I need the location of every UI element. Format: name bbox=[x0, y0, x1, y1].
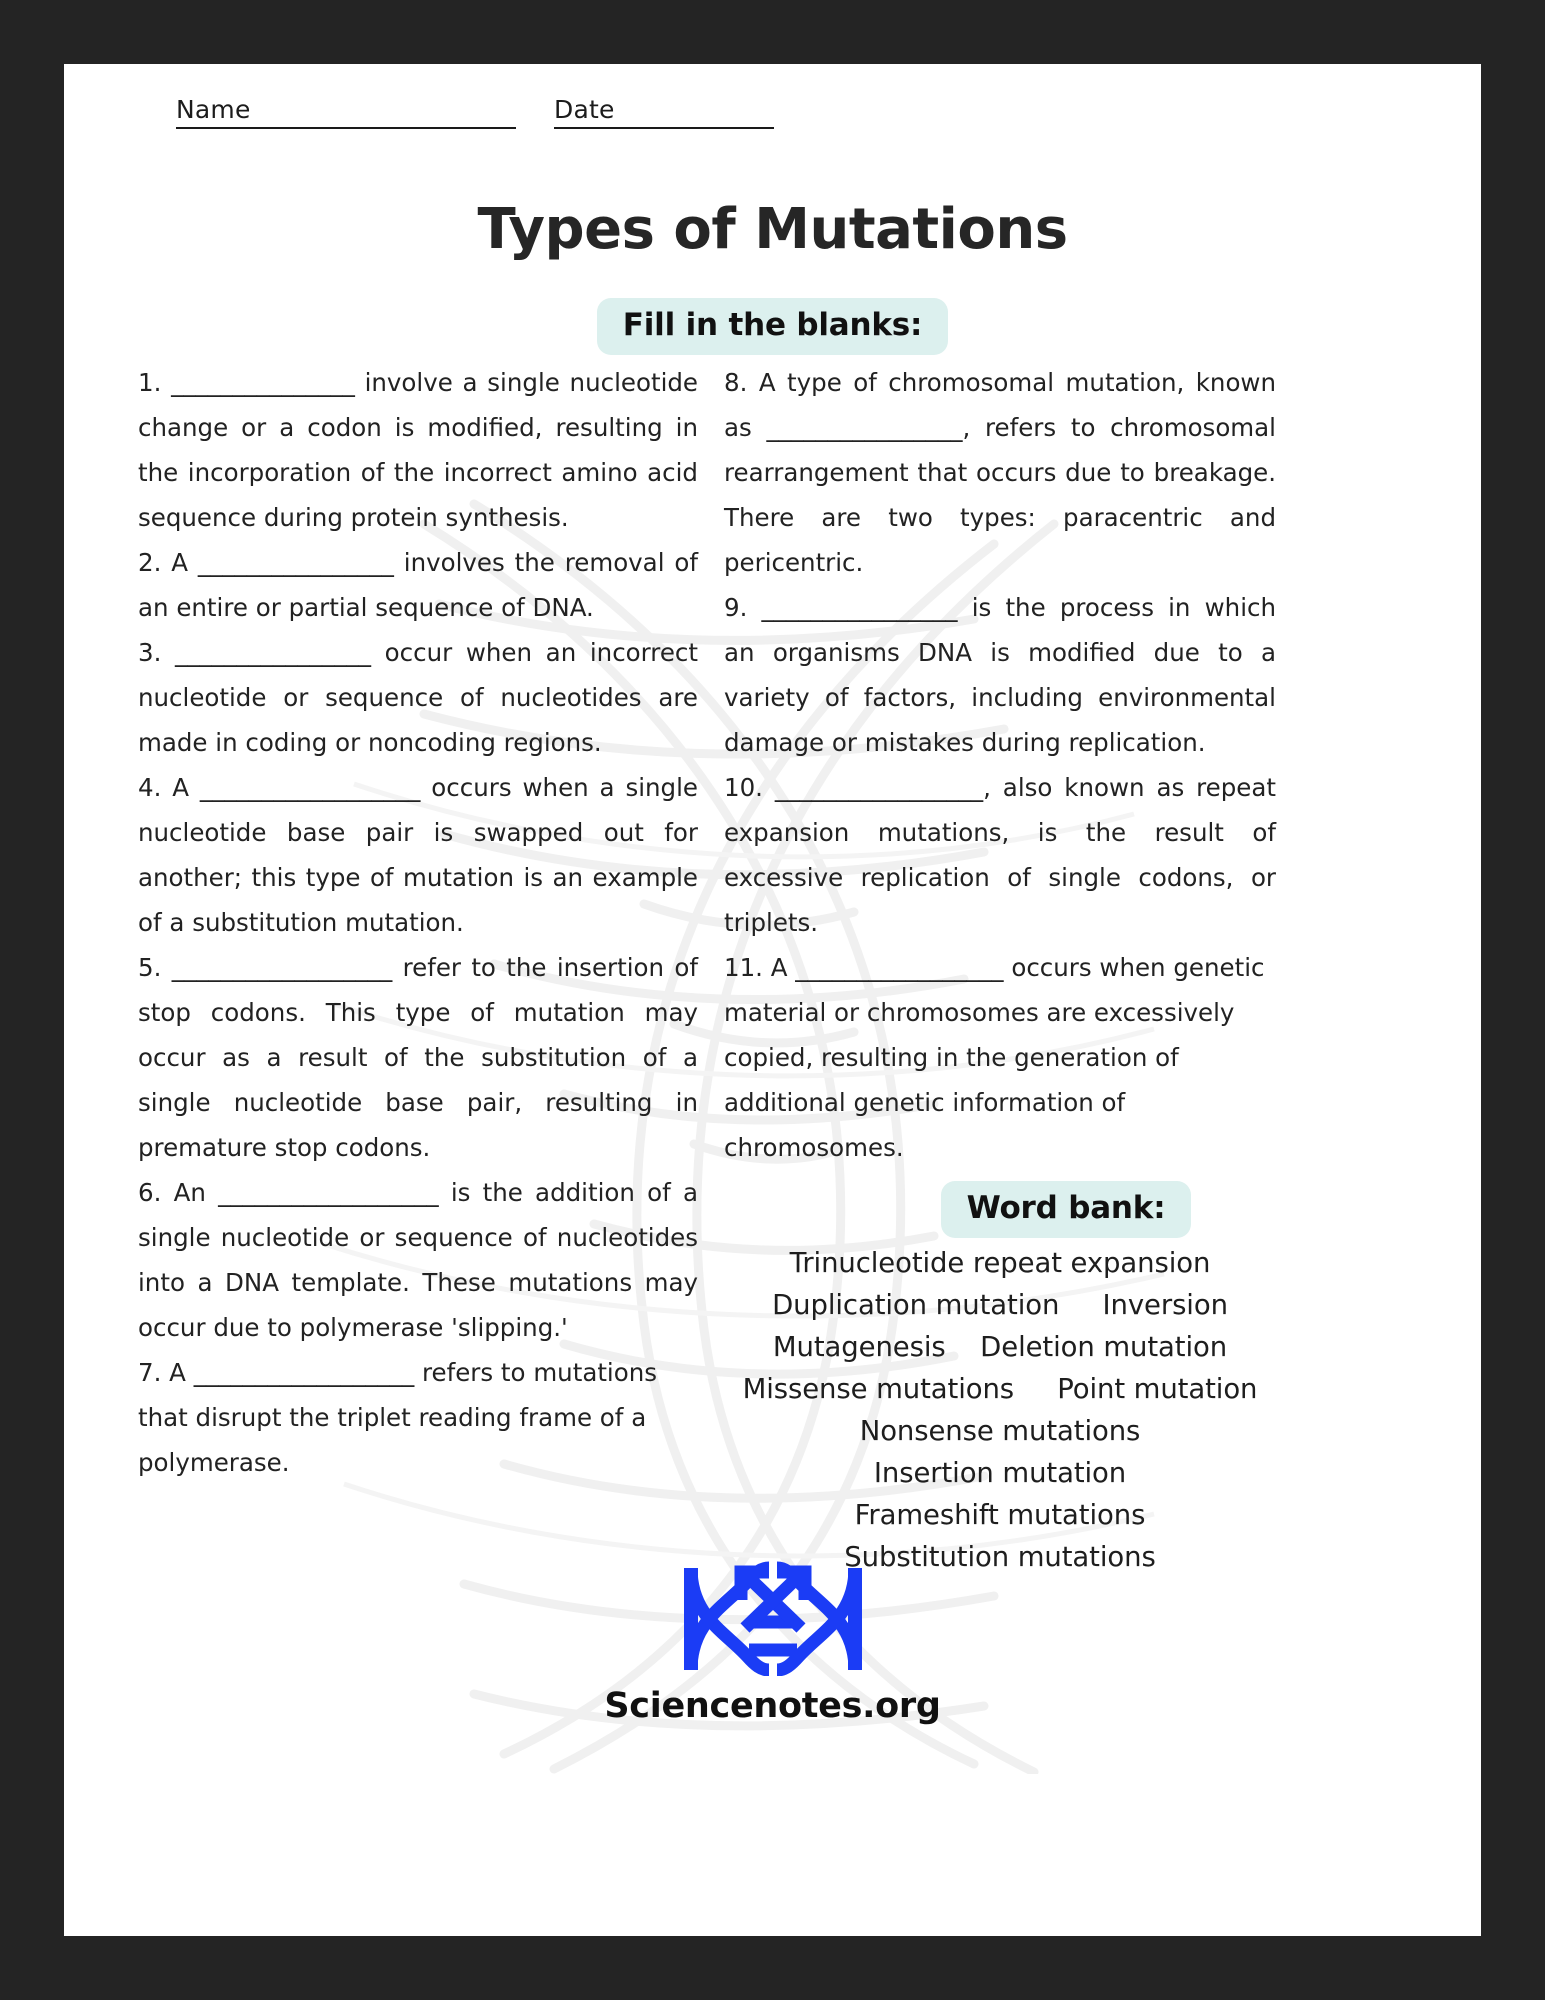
questions-left-column bbox=[138, 360, 698, 1485]
name-field[interactable] bbox=[176, 96, 516, 129]
word-bank-line: Substitution mutations bbox=[844, 1541, 1156, 1573]
question-item: 1. _______________ involve a single nucleotide change or a codon is modified, resulting in the incorporation of the incorrect amino acid sequence during protein synthesis. bbox=[138, 368, 698, 532]
word-bank-line: Insertion mutation bbox=[873, 1457, 1127, 1489]
page-title: Types of Mutations bbox=[477, 197, 1068, 262]
word-bank-list bbox=[724, 1242, 1276, 1578]
question-item: 11. A _________________ occurs when genetic material or chromosomes are excessively copied, resulting in the generation of additional genetic information of chromosomes. bbox=[724, 953, 1265, 1162]
word-bank-section bbox=[786, 1181, 1346, 1238]
word-bank-line: Duplication mutation Inversion bbox=[772, 1289, 1228, 1321]
footer bbox=[64, 1558, 1481, 1726]
questions-right-column bbox=[724, 360, 1276, 1170]
question-item: 7. A __________________ refers to mutations that disrupt the triplet reading frame of a polymerase. bbox=[138, 1358, 658, 1477]
word-bank-line: Nonsense mutations bbox=[859, 1415, 1141, 1447]
question-item: 9. ________________ is the process in which an organisms DNA is modified due to a variety of factors, including environmental damage or mistakes during replication. bbox=[724, 593, 1276, 757]
dna-helix-arrows-icon bbox=[675, 1558, 871, 1676]
question-item: 10. _________________, also known as repeat expansion mutations, is the result of excessive replication of single codons, or triplets. bbox=[724, 773, 1276, 937]
question-item: 4. A __________________ occurs when a single nucleotide base pair is swapped out for another; this type of mutation is an example of a substitution mutation. bbox=[138, 773, 698, 937]
name-date-row bbox=[176, 96, 774, 129]
worksheet-page bbox=[64, 64, 1481, 1936]
question-item: 2. A ________________ involves the removal of an entire or partial sequence of DNA. bbox=[138, 548, 698, 622]
question-item: 5. __________________ refer to the insertion of stop codons. This type of mutation may occur as a result of the substitution of a single nucleotide base pair, resulting in premature stop codons. bbox=[138, 953, 698, 1162]
date-field[interactable] bbox=[554, 96, 774, 129]
question-item: 8. A type of chromosomal mutation, known as ________________, refers to chromosomal rearrangement that occurs due to breakage. There are two types: paracentric and pericentric. bbox=[724, 368, 1276, 577]
word-bank-line: Frameshift mutations bbox=[854, 1499, 1146, 1531]
word-bank-line: Mutagenesis Deletion mutation bbox=[772, 1331, 1228, 1363]
name-label: Name bbox=[176, 95, 251, 124]
question-item: 6. An __________________ is the addition of a single nucleotide or sequence of nucleotides into a DNA template. These mutations may occur due to polymerase 'slipping.' bbox=[138, 1178, 698, 1342]
fill-in-the-blanks-section bbox=[64, 298, 1481, 355]
fill-in-the-blanks-badge: Fill in the blanks: bbox=[597, 298, 949, 355]
word-bank-badge: Word bank: bbox=[941, 1181, 1192, 1238]
word-bank-line: Trinucleotide repeat expansion bbox=[789, 1247, 1211, 1279]
footer-site-name: Sciencenotes.org bbox=[604, 1686, 941, 1726]
date-label: Date bbox=[554, 95, 615, 124]
question-item: 3. ________________ occur when an incorrect nucleotide or sequence of nucleotides are made in coding or noncoding regions. bbox=[138, 638, 698, 757]
word-bank-line: Missense mutations Point mutation bbox=[742, 1373, 1258, 1405]
